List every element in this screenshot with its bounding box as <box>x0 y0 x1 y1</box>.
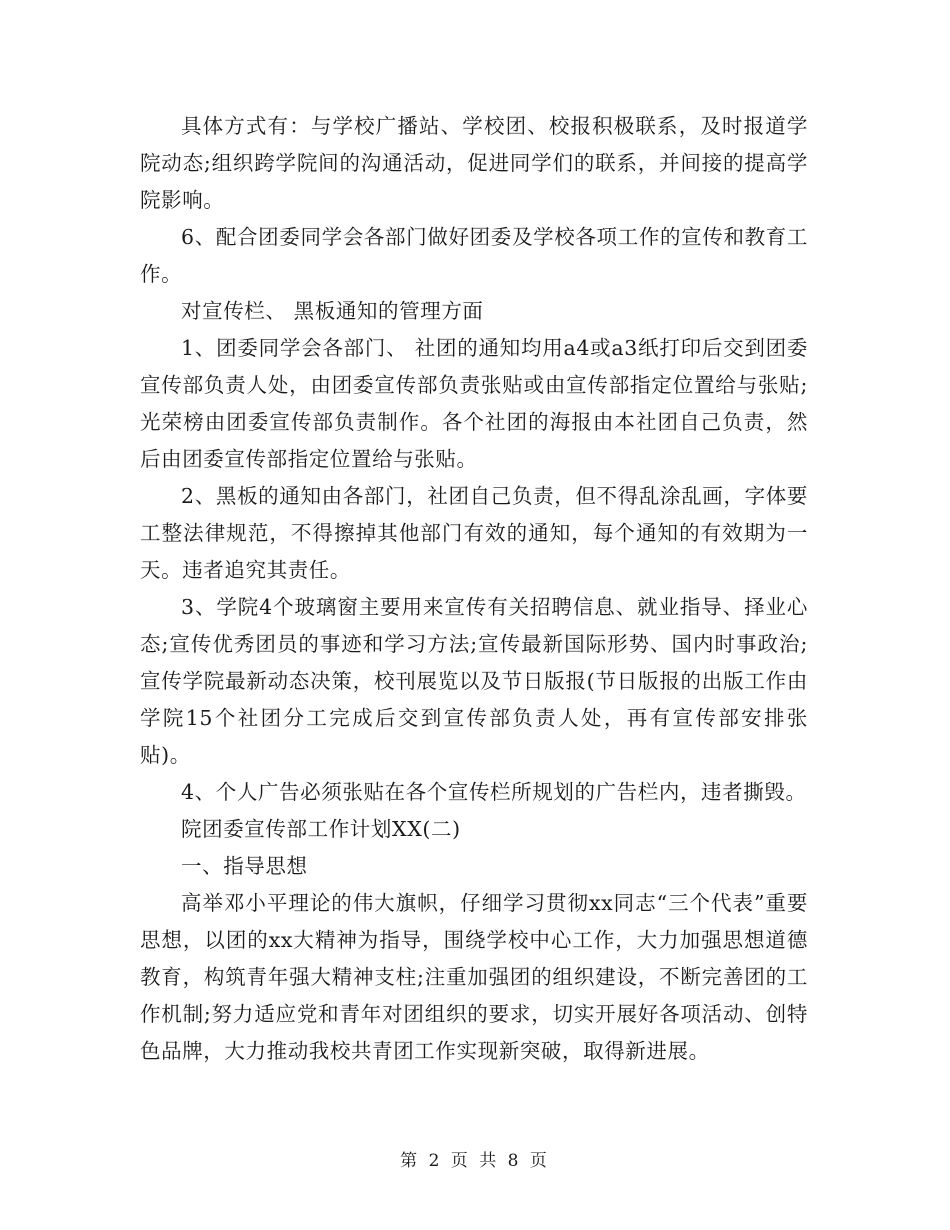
paragraph-item-2: 2、黑板的通知由各部门，社团自己负责，但不得乱涂乱画，字体要工整法律规范，不得擦掉其他部门有效的通知，每个通知的有效期为一天。违者追究其责任。 <box>140 484 808 582</box>
document-body <box>140 108 808 1070</box>
page-number-footer: 第 2 页 共 8 页 <box>400 1151 550 1171</box>
section-title: 院团委宣传部工作计划XX(二) <box>181 817 461 841</box>
paragraph-item-6: 6、配合团委同学会各部门做好团委及学校各项工作的宣传和教育工作。 <box>140 225 808 286</box>
paragraph-contact-methods: 具体方式有：与学校广播站、学校团、校报积极联系，及时报道学院动态;组织跨学院间的沟通活动，促进同学们的联系，并间接的提高学院影响。 <box>140 114 808 212</box>
paragraph-item-3: 3、学院4个玻璃窗主要用来宣传有关招聘信息、就业指导、择业心态;宣传优秀团员的事迹和学习方法;宣传最新国际形势、国内时事政治;宣传学院最新动态决策，校刊展览以及节日版报(节日版报的出版工作由学院15个社团分工完成后交到宣传部负责人处，再有宣传部安排张贴)。 <box>140 595 808 767</box>
paragraph-item-1: 1、团委同学会各部门、 社团的通知均用a4或a3纸打印后交到团委宣传部负责人处，由团委宣传部负责张贴或由宣传部指定位置给与张贴;光荣榜由团委宣传部负责制作。各个社团的海报由本社团自己负责，然后由团委宣传部指定位置给与张贴。 <box>140 336 808 471</box>
paragraph-management-heading: 对宣传栏、 黑板通知的管理方面 <box>181 299 484 323</box>
section-heading-guiding-ideology: 一、指导思想 <box>181 854 308 878</box>
paragraph-guiding-ideology: 高举邓小平理论的伟大旗帜，仔细学习贯彻xx同志“三个代表”重要思想，以团的xx大精神为指导，围绕学校中心工作，大力加强思想道德教育，构筑青年强大精神支柱;注重加强团的组织建设，不断完善团的工作机制;努力适应党和青年对团组织的要求，切实开展好各项活动、创特色品牌，大力推动我校共青团工作实现新突破，取得新进展。 <box>140 891 808 1063</box>
paragraph-item-4: 4、个人广告必须张贴在各个宣传栏所规划的广告栏内，违者撕毁。 <box>181 780 807 804</box>
